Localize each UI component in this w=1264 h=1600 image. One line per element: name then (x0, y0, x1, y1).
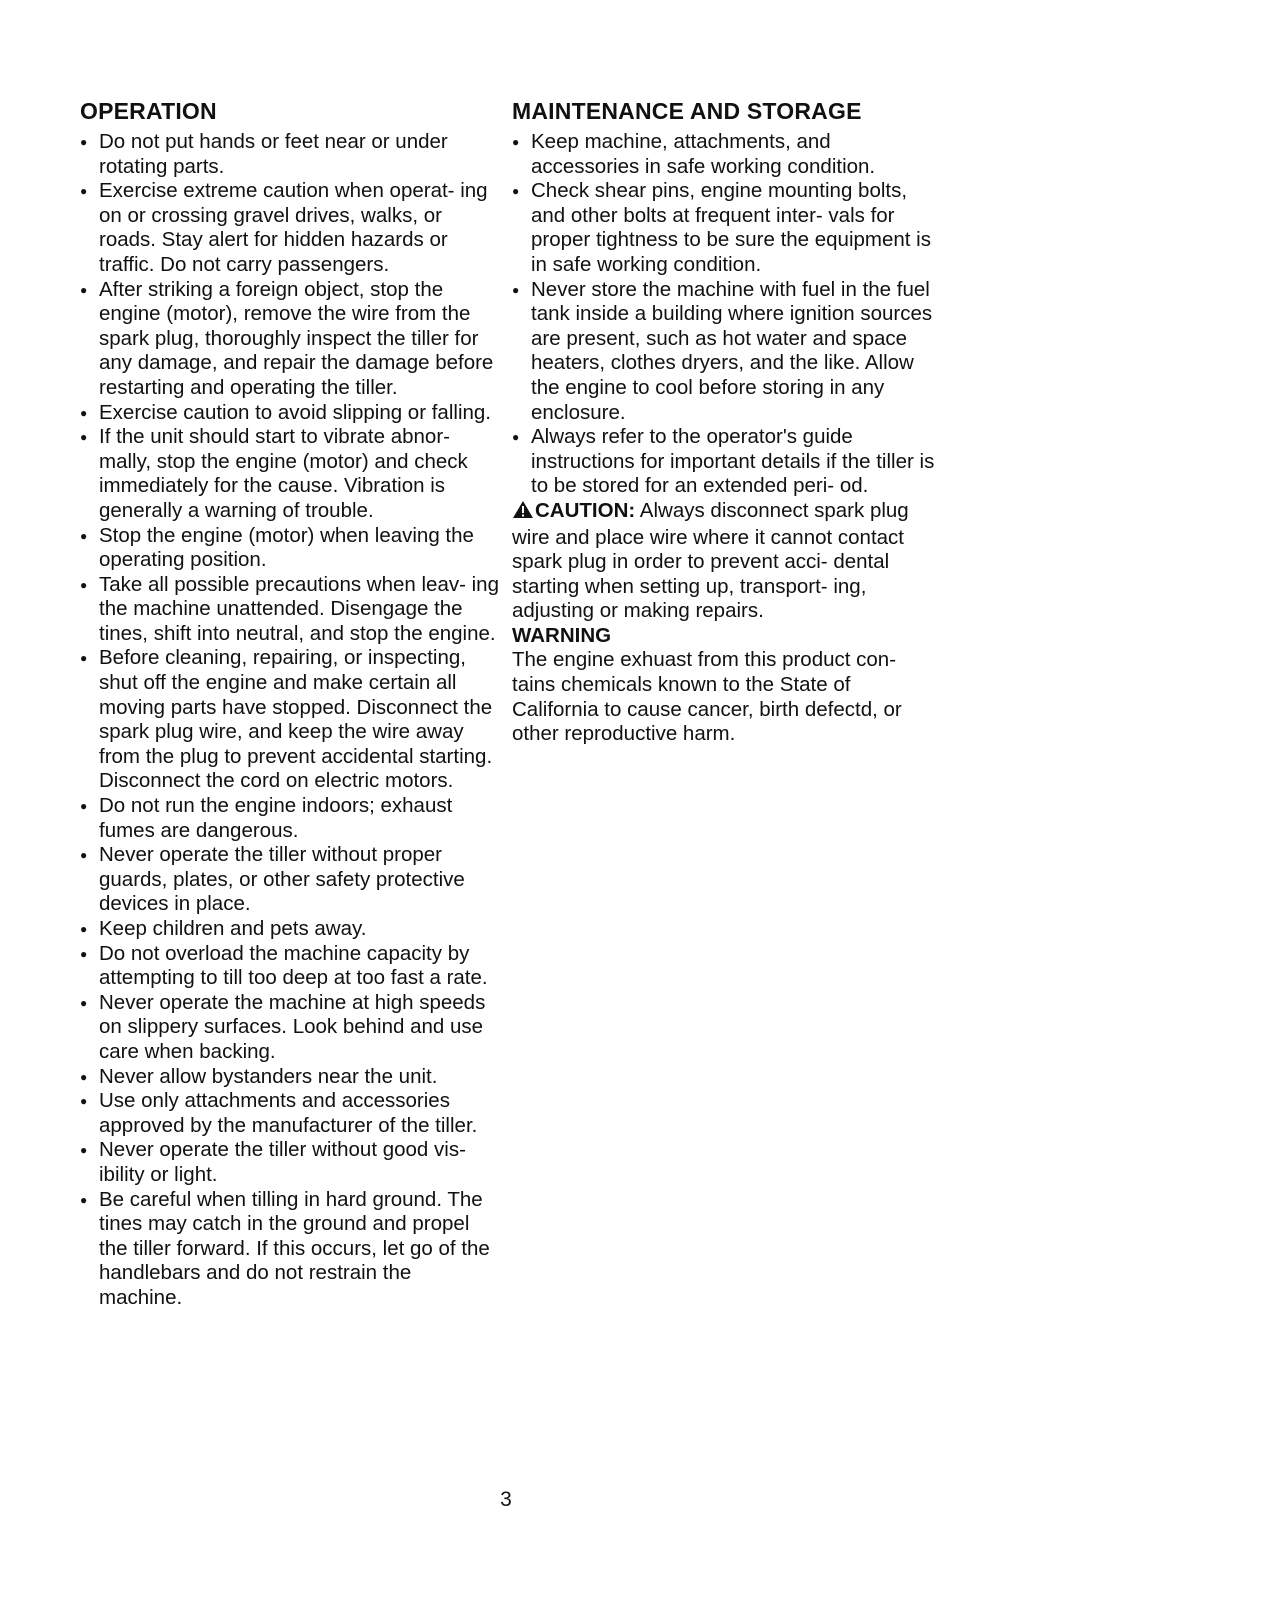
maintenance-item-text: Keep machine, attachments, and accessories in safe working condition. (531, 130, 876, 178)
caution-notice (512, 499, 942, 624)
page-number: 3 (500, 1488, 512, 1511)
maintenance-item-text: Never store the machine with fuel in the fuel tank inside a building where ignition sources are present, such as hot water and space heaters, clothes dryers, and the like. Allow the engine to cool before storing in any enclosure. (531, 277, 933, 424)
operation-item-text: Use only attachments and accessories approved by the manufacturer of the tiller. (99, 1089, 478, 1137)
bullet-icon: ● (80, 135, 88, 149)
maintenance-item (512, 278, 942, 426)
operation-item-text: Be careful when tilling in hard ground. The tines may catch in the ground and propel the tiller forward. If this occurs, let go of the handlebars and do not restrain the machine. (99, 1187, 490, 1309)
bullet-icon: ● (80, 577, 88, 592)
maintenance-item-text: Always refer to the operator's guide instructions for important details if the tiller is to be stored for an extended peri- od. (531, 425, 935, 498)
operation-item (80, 1089, 500, 1138)
bullet-icon: ● (80, 1143, 88, 1158)
bullet-icon: ● (80, 651, 88, 666)
operation-item (80, 1138, 500, 1187)
operation-list (80, 130, 500, 1311)
maintenance-item-text: Check shear pins, engine mounting bolts, and other bolts at frequent inter- vals for proper tightness to be sure the equipment is in safe working condition. (531, 179, 931, 276)
caution-text: Always disconnect spark plug wire and place wire where it cannot contact spark plug in order to prevent acci- dental starting when setting up, transport- ing, adjusting or making repairs. (512, 498, 909, 623)
operation-item-text: Never operate the tiller without proper guards, plates, or other safety protective devices in place. (99, 843, 465, 916)
operation-item-text: Keep children and pets away. (99, 917, 367, 940)
operation-item (80, 278, 500, 401)
warning-triangle-icon (512, 500, 534, 526)
bullet-icon: ● (80, 405, 88, 420)
warning-text: The engine exhuast from this product con- tains chemicals known to the State of California to cause cancer, birth defectd, or other reproductive harm. (512, 648, 902, 746)
maintenance-section (512, 96, 942, 747)
bullet-icon: ● (80, 1069, 88, 1084)
bullet-icon: ● (80, 184, 88, 199)
operation-item (80, 1188, 500, 1311)
bullet-icon: ● (80, 1192, 88, 1207)
operation-item (80, 917, 500, 942)
operation-item (80, 130, 500, 179)
operation-item (80, 843, 500, 917)
bullet-icon: ● (512, 430, 520, 445)
warning-heading: WARNING (512, 623, 612, 647)
maintenance-item (512, 130, 942, 179)
operation-item (80, 794, 500, 843)
operation-item-text: Before cleaning, repairing, or inspecting, shut off the engine and make certain all moving parts have stopped. Disconnect the spark plug wire, and keep the wire away from the plug to prevent accidental starting. Disconnect the cord on electric motors. (99, 646, 493, 793)
operation-item-text: Do not overload the machine capacity by attempting to till too deep at too fast a rate. (99, 941, 488, 990)
maintenance-list (512, 130, 942, 499)
operation-item (80, 425, 500, 523)
operation-item (80, 179, 500, 277)
operation-item-text: After striking a foreign object, stop the engine (motor), remove the wire from the spark plug, thoroughly inspect the tiller for any damage, and repair the damage before restarting and operating the tiller. (99, 277, 494, 399)
operation-item-text: If the unit should start to vibrate abnor- mally, stop the engine (motor) and check immediately for the cause. Vibration is generally a warning of trouble. (99, 425, 468, 522)
bullet-icon: ● (512, 135, 520, 149)
operation-item (80, 646, 500, 794)
bullet-icon: ● (80, 848, 88, 863)
operation-item-text: Exercise extreme caution when operat- ing on or crossing gravel drives, walks, or roads. Stay alert for hidden hazards or traffic. Do not carry passengers. (99, 179, 488, 276)
operation-item-text: Exercise caution to avoid slipping or falling. (99, 400, 491, 424)
operation-item-text: Do not run the engine indoors; exhaust fumes are dangerous. (99, 794, 453, 842)
operation-item (80, 1065, 500, 1090)
maintenance-heading: MAINTENANCE AND STORAGE (512, 98, 862, 124)
operation-item (80, 991, 500, 1065)
operation-section (80, 96, 500, 1311)
operation-item (80, 573, 500, 647)
operation-item-text: Stop the engine (motor) when leaving the operating position. (99, 523, 474, 572)
bullet-icon: ● (80, 528, 88, 543)
bullet-icon: ● (80, 946, 88, 961)
bullet-icon: ● (512, 282, 520, 297)
operation-item-text: Never operate the machine at high speeds on slippery surfaces. Look behind and use care when backing. (99, 990, 486, 1063)
operation-heading: OPERATION (80, 98, 217, 124)
operation-item (80, 401, 500, 426)
bullet-icon: ● (80, 282, 88, 297)
bullet-icon: ● (512, 184, 520, 199)
bullet-icon: ● (80, 995, 88, 1010)
maintenance-item (512, 179, 942, 277)
operation-item (80, 942, 500, 991)
operation-item (80, 524, 500, 573)
bullet-icon: ● (80, 799, 88, 814)
bullet-icon: ● (80, 922, 88, 936)
caution-label: CAUTION: (535, 498, 636, 522)
bullet-icon: ● (80, 1094, 88, 1109)
operation-item-text: Never operate the tiller without good vis- ibility or light. (99, 1138, 466, 1186)
operation-item-text: Never allow bystanders near the unit. (99, 1064, 438, 1088)
maintenance-item (512, 425, 942, 499)
bullet-icon: ● (80, 430, 88, 445)
operation-item-text: Do not put hands or feet near or under rotating parts. (99, 130, 448, 178)
operation-item-text: Take all possible precautions when leav- ing the machine unattended. Disengage the tines, shift into neutral, and stop the engine. (99, 572, 499, 645)
